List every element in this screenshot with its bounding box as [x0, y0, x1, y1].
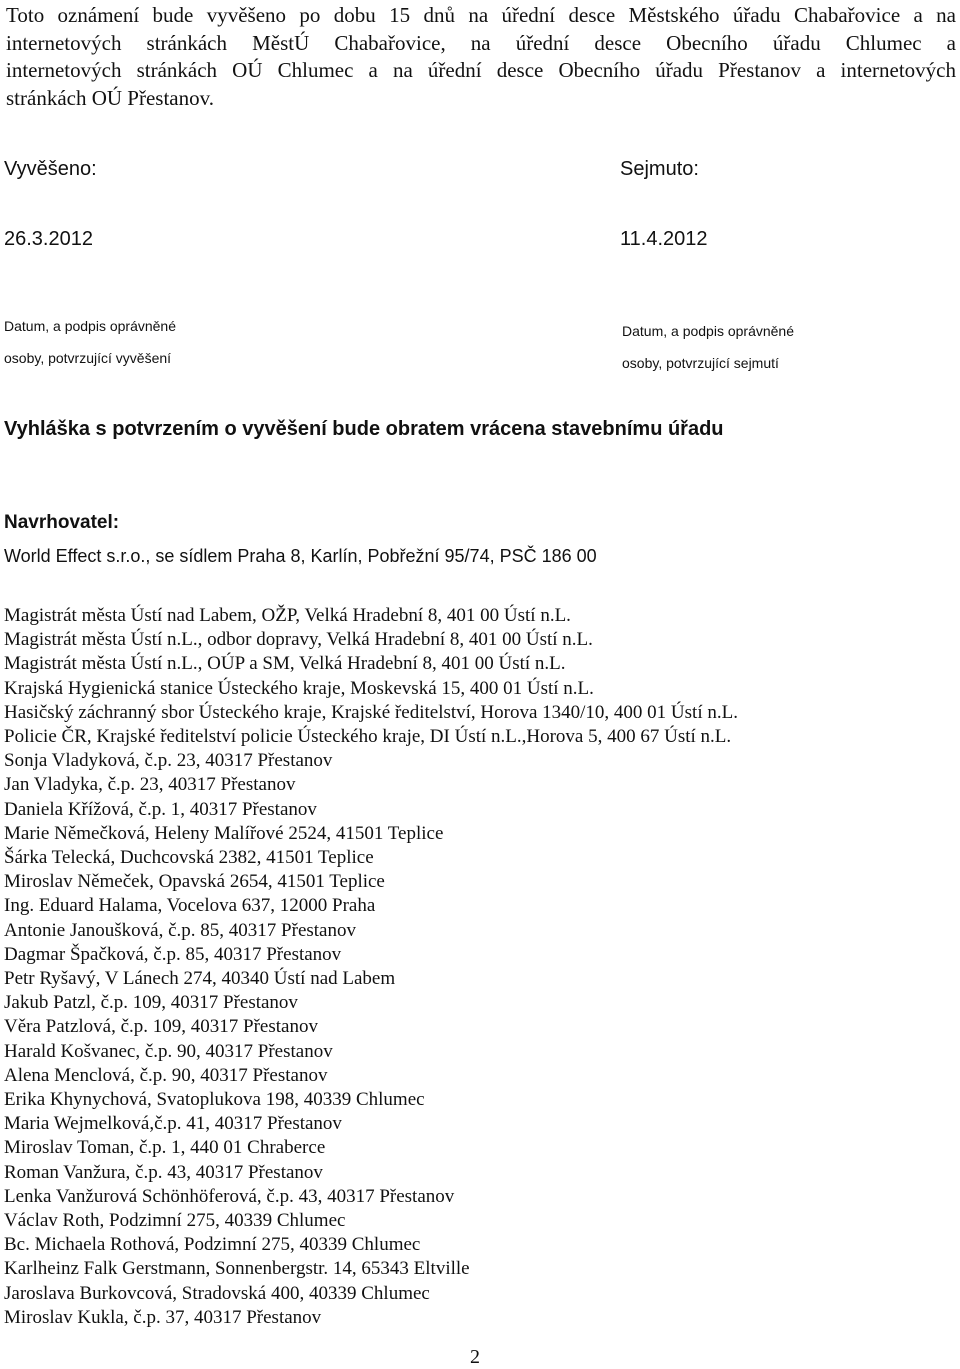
recipient-item: Bc. Michaela Rothová, Podzimní 275, 40339 Chlumec — [4, 1234, 421, 1256]
recipient-item: Věra Patzlová, č.p. 109, 40317 Přestanov — [4, 1016, 318, 1038]
recipient-item: Policie ČR, Krajské ředitelství policie Ústeckého kraje, DI Ústí n.L.,Horova 5, 400 67 Ústí n.L. — [4, 726, 732, 748]
return-notice-heading: Vyhláška s potvrzením o vyvěšení bude obratem vrácena stavebnímu úřadu — [4, 418, 724, 440]
posted-block — [4, 158, 97, 251]
recipient-item: Dagmar Špačková, č.p. 85, 40317 Přestanov — [4, 943, 342, 965]
signature-caption-line: osoby, potvrzující vyvěšení — [4, 350, 172, 366]
recipient-item: Miroslav Němeček, Opavská 2654, 41501 Teplice — [4, 871, 385, 893]
recipient-item: Antonie Janoušková, č.p. 85, 40317 Přestanov — [4, 919, 356, 941]
posting-signature-caption — [4, 310, 176, 374]
intro-line: stránkách OÚ Přestanov. — [6, 85, 215, 110]
recipient-item: Šárka Telecká, Duchcovská 2382, 41501 Teplice — [4, 847, 374, 869]
recipient-item: Maria Wejmelková,č.p. 41, 40317 Přestanov — [4, 1113, 342, 1135]
recipient-item: Václav Roth, Podzimní 275, 40339 Chlumec — [4, 1210, 346, 1232]
recipient-item: Miroslav Kukla, č.p. 37, 40317 Přestanov — [4, 1306, 322, 1328]
recipient-item: Roman Vanžura, č.p. 43, 40317 Přestanov — [4, 1161, 323, 1183]
posted-date: 26.3.2012 — [4, 228, 93, 250]
recipient-item: Hasičský záchranný sbor Ústeckého kraje, Krajské ředitelství, Horova 1340/10, 400 01 Ústí n.L. — [4, 701, 738, 723]
recipient-item: Magistrát města Ústí n.L., OÚP a SM, Velká Hradební 8, 401 00 Ústí n.L. — [4, 653, 566, 675]
recipient-item: Krajská Hygienická stanice Ústeckého kraje, Moskevská 15, 400 01 Ústí n.L. — [4, 677, 594, 699]
intro-line: Toto oznámení bude vyvěšeno po dobu 15 dnů na úřední desce Městského úřadu Chabařovice a na — [6, 3, 956, 27]
recipient-item: Petr Ryšavý, V Lánech 274, 40340 Ústí nad Labem — [4, 968, 396, 990]
recipient-item: Harald Košvanec, č.p. 90, 40317 Přestanov — [4, 1040, 333, 1062]
intro-line: internetových stránkách MěstÚ Chabařovice, na úřední desce Obecního úřadu Chlumec a — [6, 30, 956, 55]
recipient-item: Erika Khynychová, Svatoplukova 198, 40339 Chlumec — [4, 1089, 425, 1111]
recipient-item: Lenka Vanžurová Schönhöferová, č.p. 43, 40317 Přestanov — [4, 1185, 455, 1207]
signature-caption-line: Datum, a podpis oprávněné — [622, 323, 794, 339]
removed-date: 11.4.2012 — [620, 228, 708, 250]
recipient-item: Ing. Eduard Halama, Vocelova 637, 12000 Praha — [4, 895, 376, 917]
removed-label: Sejmuto: — [620, 158, 699, 180]
recipient-item: Sonja Vladyková, č.p. 23, 40317 Přestanov — [4, 750, 333, 772]
recipient-item: Karlheinz Falk Gerstmann, Sonnenbergstr. 14, 65343 Eltville — [4, 1258, 470, 1280]
page-number: 2 — [470, 1346, 480, 1368]
removal-signature-caption — [622, 315, 794, 379]
recipient-item: Miroslav Toman, č.p. 1, 440 01 Chraberce — [4, 1137, 326, 1159]
posted-label: Vyvěšeno: — [4, 158, 97, 180]
recipient-item: Jakub Patzl, č.p. 109, 40317 Přestanov — [4, 992, 298, 1014]
signature-caption-line: Datum, a podpis oprávněné — [4, 318, 176, 334]
recipient-item: Jaroslava Burkovcová, Stradovská 400, 40339 Chlumec — [4, 1282, 430, 1304]
recipient-list — [4, 604, 738, 1330]
applicant-details: World Effect s.r.o., se sídlem Praha 8, Karlín, Pobřežní 95/74, PSČ 186 00 — [4, 546, 597, 566]
removed-block — [620, 158, 708, 251]
intro-line: internetových stránkách OÚ Chlumec a na úřední desce Obecního úřadu Přestanov a internetových — [6, 58, 956, 82]
recipient-item: Magistrát města Ústí n.L., odbor dopravy, Velká Hradební 8, 401 00 Ústí n.L. — [4, 629, 593, 651]
recipient-item: Marie Němečková, Heleny Malířové 2524, 41501 Teplice — [4, 822, 444, 844]
recipient-item: Alena Menclová, č.p. 90, 40317 Přestanov — [4, 1064, 328, 1086]
posting-notice-paragraph — [6, 2, 956, 112]
recipient-item: Daniela Křížová, č.p. 1, 40317 Přestanov — [4, 798, 317, 820]
recipient-item: Jan Vladyka, č.p. 23, 40317 Přestanov — [4, 774, 296, 796]
signature-caption-line: osoby, potvrzující sejmutí — [622, 355, 779, 371]
applicant-heading: Navrhovatel: — [4, 512, 120, 533]
recipient-item: Magistrát města Ústí nad Labem, OŽP, Velká Hradební 8, 401 00 Ústí n.L. — [4, 605, 571, 626]
